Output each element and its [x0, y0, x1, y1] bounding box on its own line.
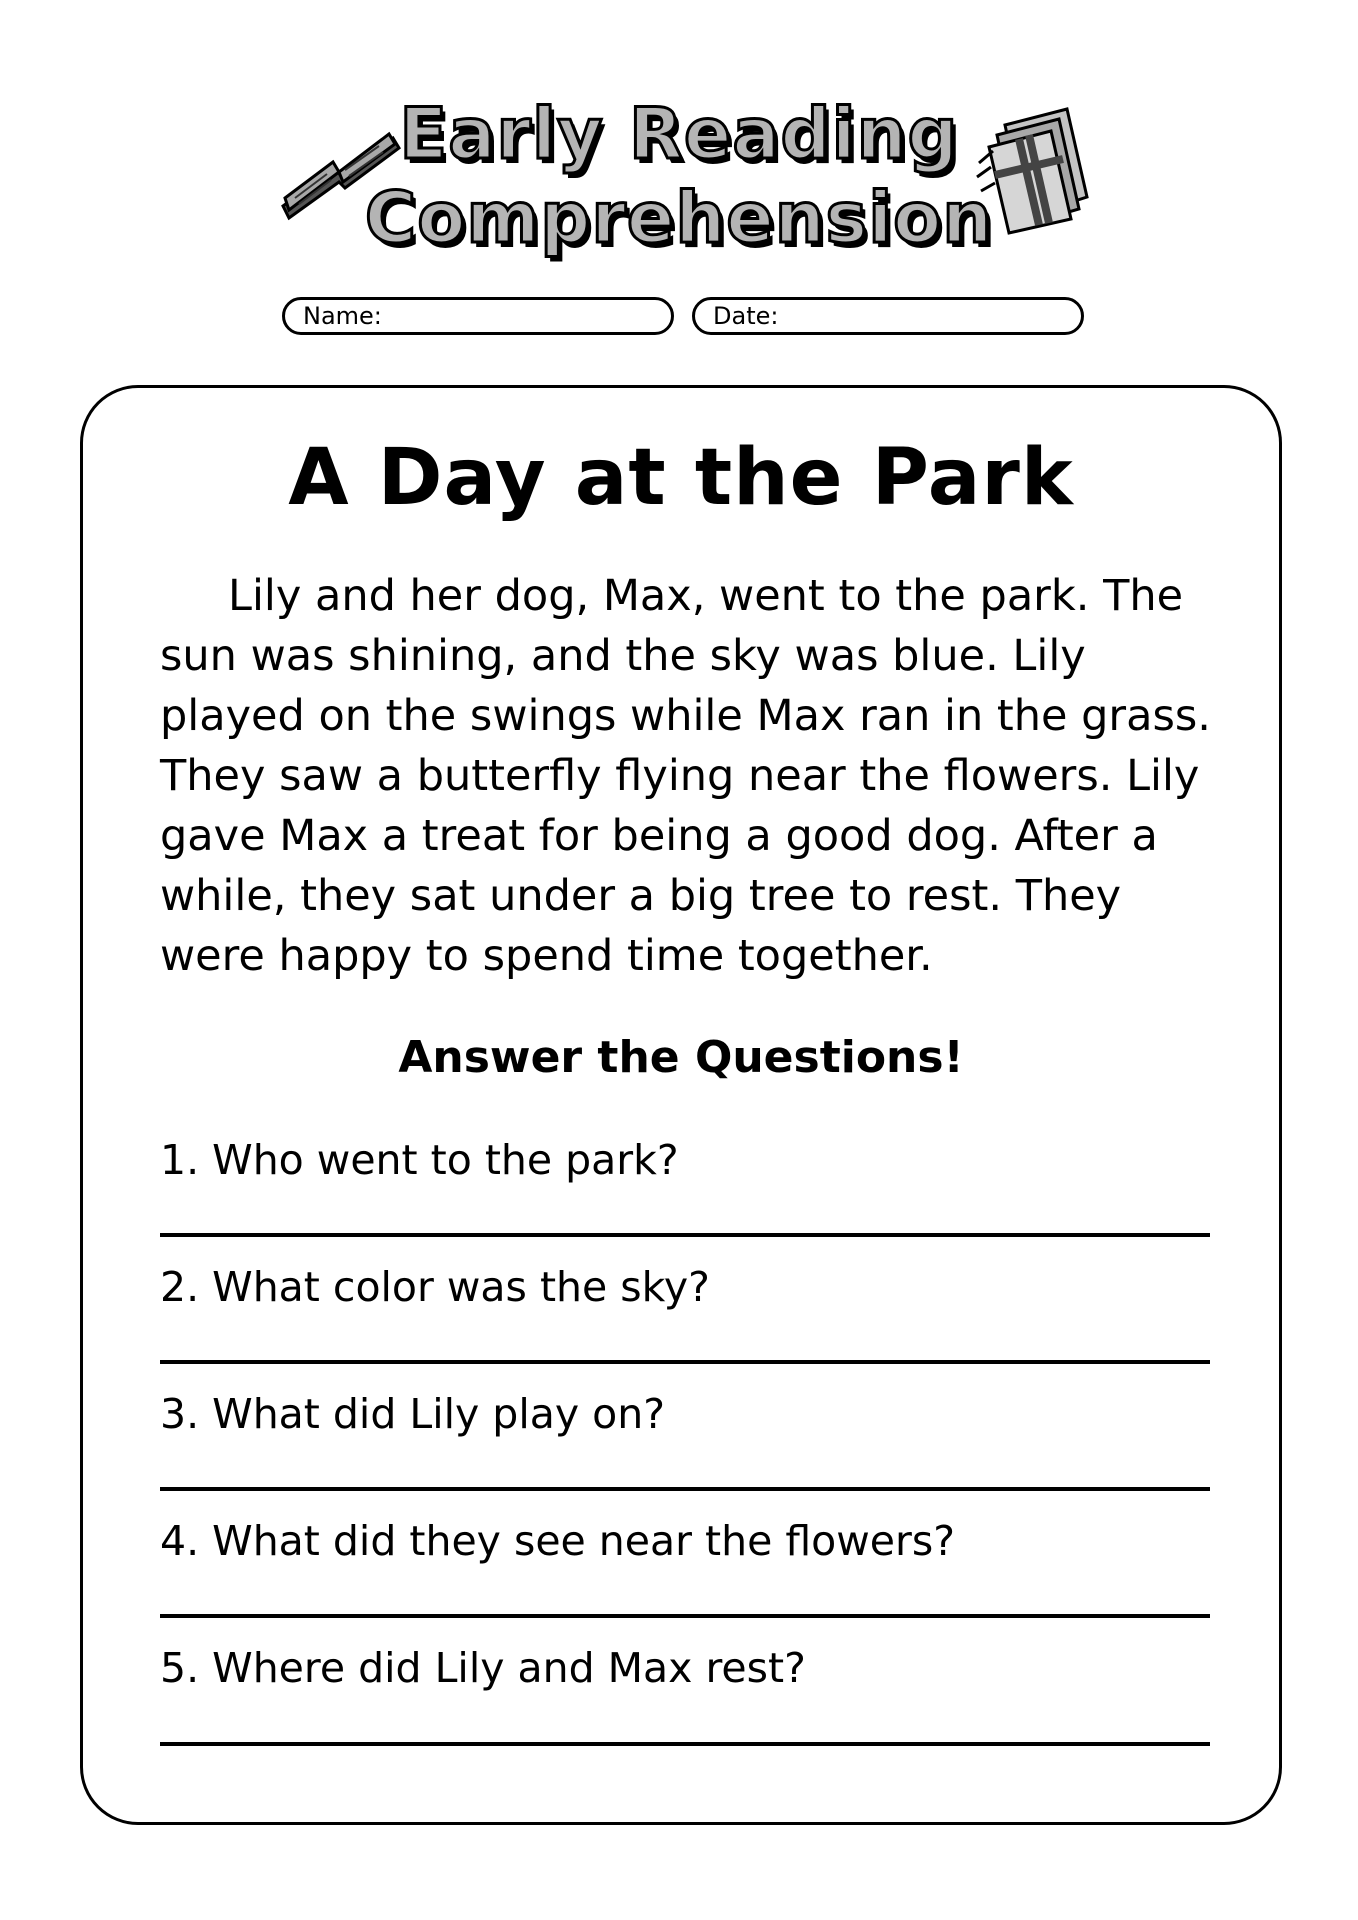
question-2: 2. What color was the sky?	[160, 1263, 710, 1311]
answer-line-3[interactable]	[160, 1487, 1210, 1491]
answer-line-2[interactable]	[160, 1360, 1210, 1364]
questions-heading: Answer the Questions!	[398, 1032, 964, 1083]
worksheet-title-line1: Early Reading	[399, 93, 959, 175]
question-4: 4. What did they see near the flowers?	[160, 1517, 955, 1565]
worksheet-title-line2: Comprehension	[364, 177, 994, 259]
question-5: 5. Where did Lily and Max rest?	[160, 1644, 806, 1692]
date-field[interactable]	[692, 297, 1084, 335]
story-title: A Day at the Park	[288, 433, 1074, 523]
answer-line-5[interactable]	[160, 1742, 1210, 1746]
story-paragraph: Lily and her dog, Max, went to the park. The sun was shining, and the sky was blue. Lily played on the swings while Max ran in the grass. They saw a butterfly flying near the flowers. Lily gave Max a treat for being a good dog. After a while, they sat under a big tree to rest. They were happy to spend time together.	[160, 571, 1211, 981]
question-3: 3. What did Lily play on?	[160, 1390, 665, 1438]
name-field[interactable]	[282, 297, 674, 335]
name-label: Name:	[303, 302, 382, 330]
question-1: 1. Who went to the park?	[160, 1136, 679, 1184]
worksheet-header	[0, 0, 1358, 330]
answer-line-1[interactable]	[160, 1233, 1210, 1237]
date-label: Date:	[713, 302, 779, 330]
worksheet-title	[0, 92, 1358, 260]
answer-line-4[interactable]	[160, 1614, 1210, 1618]
